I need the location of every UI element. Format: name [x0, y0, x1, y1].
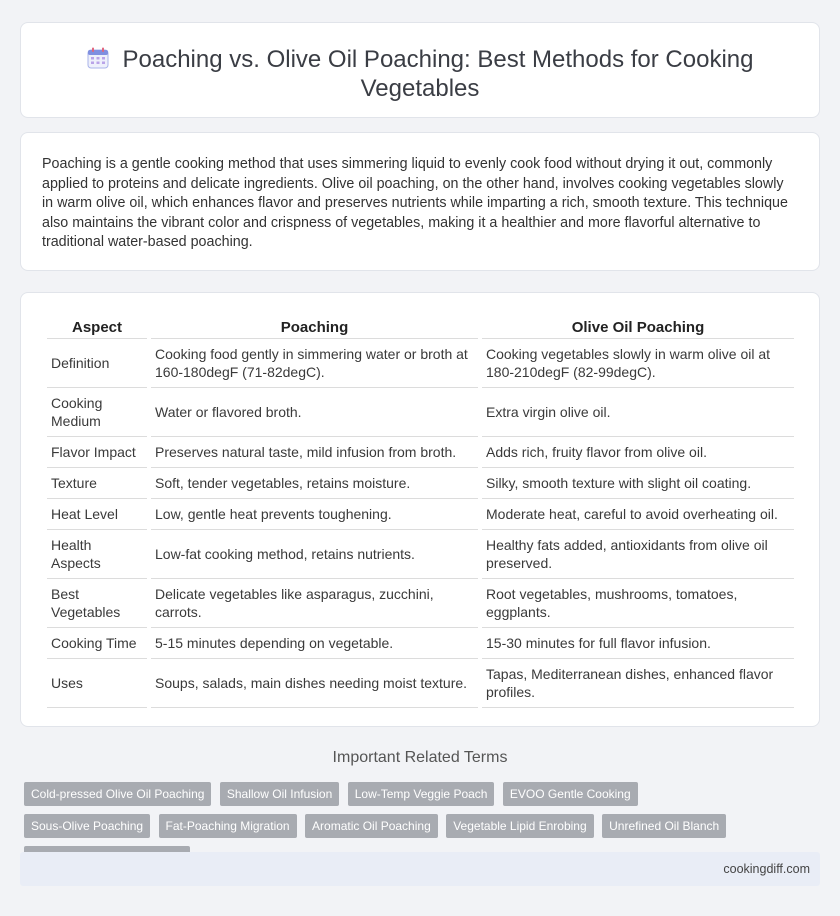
poaching-cell: Water or flavored broth. — [151, 388, 478, 437]
aspect-cell: Texture — [47, 468, 147, 499]
aspect-cell: Definition — [47, 339, 147, 388]
header-poaching: Poaching — [151, 315, 478, 339]
olive-oil-cell: Root vegetables, mushrooms, tomatoes, eggplants. — [482, 579, 794, 628]
poaching-cell: Preserves natural taste, mild infusion from broth. — [151, 437, 478, 468]
related-term-tag[interactable]: Aromatic Oil Poaching — [305, 814, 438, 838]
aspect-cell: Cooking Time — [47, 628, 147, 659]
related-term-tag[interactable]: Low-Temp Veggie Poach — [348, 782, 495, 806]
aspect-cell: Flavor Impact — [47, 437, 147, 468]
calendar-icon — [87, 47, 109, 69]
table-header-row — [47, 315, 794, 339]
table-row — [47, 388, 794, 437]
header-aspect: Aspect — [47, 315, 147, 339]
table-row — [47, 499, 794, 530]
aspect-cell: Heat Level — [47, 499, 147, 530]
aspect-cell: Cooking Medium — [47, 388, 147, 437]
poaching-cell: Delicate vegetables like asparagus, zucchini, carrots. — [151, 579, 478, 628]
related-term-tag[interactable]: Unrefined Oil Blanch — [602, 814, 726, 838]
poaching-cell: Soups, salads, main dishes needing moist texture. — [151, 659, 478, 708]
table-row — [47, 628, 794, 659]
comparison-table-card — [20, 292, 820, 727]
poaching-cell: Low, gentle heat prevents toughening. — [151, 499, 478, 530]
footer-site-link[interactable]: cookingdiff.com — [723, 862, 810, 876]
olive-oil-cell: Silky, smooth texture with slight oil coating. — [482, 468, 794, 499]
table-row — [47, 579, 794, 628]
poaching-cell: Cooking food gently in simmering water or broth at 160-180degF (71-82degC). — [151, 339, 478, 388]
related-term-tag[interactable]: Fat-Poaching Migration — [159, 814, 297, 838]
related-term-tag[interactable]: Cold-pressed Olive Oil Poaching — [24, 782, 211, 806]
poaching-cell: Soft, tender vegetables, retains moisture. — [151, 468, 478, 499]
olive-oil-cell: Healthy fats added, antioxidants from olive oil preserved. — [482, 530, 794, 579]
table-row — [47, 468, 794, 499]
related-term-tag[interactable]: Shallow Oil Infusion — [220, 782, 339, 806]
related-terms-title: Important Related Terms — [332, 749, 508, 766]
title-text: Poaching vs. Olive Oil Poaching: Best Methods for Cooking Vegetables — [122, 46, 754, 102]
intro-paragraph: Poaching is a gentle cooking method that uses simmering liquid to evenly cook food without drying it out, commonly applied to proteins and delicate ingredients. Olive oil poaching, on the other hand, involves cooking vegetables slowly in warm olive oil, which enhances flavor and preserves nutrients while imparting a rich, smooth texture. This technique also maintains the vibrant color and crispness of vegetables, making it a healthier and more flavorful alternative to traditional water-based poaching. — [42, 156, 788, 250]
related-term-tag[interactable]: EVOO Gentle Cooking — [503, 782, 638, 806]
table-row — [47, 530, 794, 579]
comparison-table — [43, 315, 798, 708]
olive-oil-cell: Adds rich, fruity flavor from olive oil. — [482, 437, 794, 468]
olive-oil-cell: 15-30 minutes for full flavor infusion. — [482, 628, 794, 659]
table-row — [47, 437, 794, 468]
related-term-tag[interactable]: Sous-Olive Poaching — [24, 814, 150, 838]
olive-oil-cell: Extra virgin olive oil. — [482, 388, 794, 437]
header-olive-oil-poaching: Olive Oil Poaching — [482, 315, 794, 339]
page-title — [21, 45, 819, 103]
table-row — [47, 339, 794, 388]
intro-card — [20, 132, 820, 271]
related-term-tag[interactable]: Vegetable Lipid Enrobing — [446, 814, 593, 838]
table-row — [47, 659, 794, 708]
poaching-cell: 5-15 minutes depending on vegetable. — [151, 628, 478, 659]
poaching-cell: Low-fat cooking method, retains nutrients. — [151, 530, 478, 579]
aspect-cell: Best Vegetables — [47, 579, 147, 628]
aspect-cell: Uses — [47, 659, 147, 708]
header-card — [20, 22, 820, 118]
olive-oil-cell: Tapas, Mediterranean dishes, enhanced flavor profiles. — [482, 659, 794, 708]
footer — [20, 852, 820, 886]
olive-oil-cell: Cooking vegetables slowly in warm olive oil at 180-210degF (82-99degC). — [482, 339, 794, 388]
olive-oil-cell: Moderate heat, careful to avoid overheating oil. — [482, 499, 794, 530]
aspect-cell: Health Aspects — [47, 530, 147, 579]
